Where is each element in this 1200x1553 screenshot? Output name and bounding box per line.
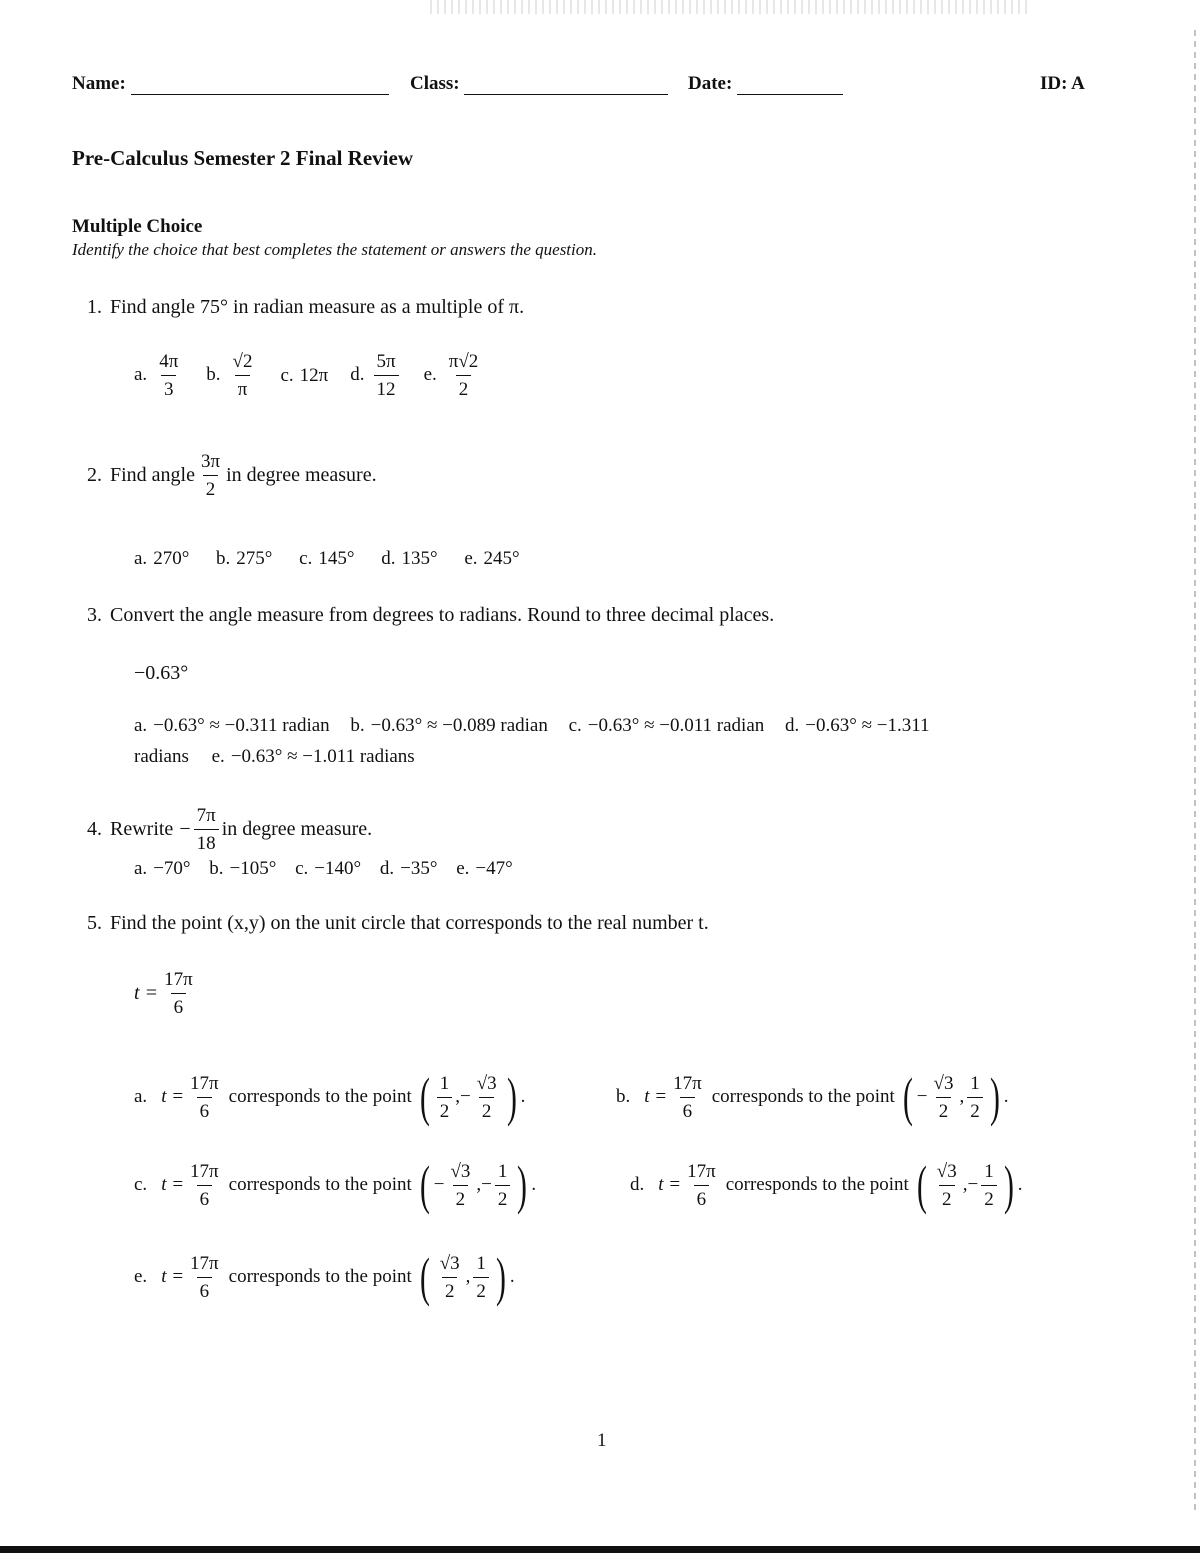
y-sign: − [459,1086,471,1107]
corresponds-text: corresponds to the point [228,1174,412,1195]
given-lhs: t = [134,982,159,1004]
question-3-options-line1 [134,715,930,737]
point-coordinates: ( $\frac{√3}{2}$ , $\frac{1}{2}$ ) [419,1247,506,1307]
question-5-given [134,970,199,1017]
option-label: c. [134,1174,148,1195]
name-blank[interactable] [131,76,389,95]
option-b[interactable]: b. $\frac{√2}{\pi}$ [206,351,253,400]
date-blank[interactable] [737,76,843,95]
question-1-options [134,352,484,399]
question-2 [72,452,377,499]
question-2-options [134,548,520,570]
option-c[interactable]: c. 145° [299,548,355,569]
question-text: Find the point (x,y) on the unit circle that corresponds to the real number t. [110,912,709,934]
t-fraction: $\frac{17\pi}{6}$ [673,1072,702,1122]
option-e[interactable]: e. −47° [456,858,513,879]
t-lhs: t = [161,1086,185,1107]
point-coordinates: ( − $\frac{√3}{2}$ , $\frac{1}{2}$ ) [902,1067,1000,1127]
option-d[interactable]: d. −35° [379,858,438,879]
option-d[interactable]: d. −0.63° ≈ −1.311 [785,715,930,736]
class-blank[interactable] [464,76,668,95]
option-c[interactable]: c. 12π [280,364,329,386]
question-text: Convert the angle measure from degrees to radians. Round to three decimal places. [110,604,775,626]
option-label: b. [616,1086,631,1107]
scan-noise-top [430,0,1030,14]
option-label: e. [134,1266,148,1287]
option-a[interactable]: a. $\frac{4\pi}{3}$ [134,351,179,400]
fraction-sign: − [179,818,191,840]
question-text-suffix: in degree measure. [226,464,377,486]
option-a[interactable]: a. −70° [134,858,191,879]
option-c[interactable]: c. −0.63° ≈ −0.011 radian [568,715,765,736]
corresponds-text: corresponds to the point [228,1266,412,1287]
scan-edge-right [1194,30,1196,1510]
date-field [688,73,843,95]
corresponds-text: corresponds to the point [725,1174,909,1195]
option-e[interactable]: e. 245° [464,548,520,569]
option-b[interactable]: b. −0.63° ≈ −0.089 radian [350,715,548,736]
question-text: Find angle 75° in radian measure as a multiple of π. [110,296,525,318]
point-coordinates: ( $\frac{√3}{2}$ , − $\frac{1}{2}$ ) [916,1155,1014,1215]
question-4-options [134,858,513,880]
question-5-option-a[interactable]: a. t = $\frac{17\pi}{6}$ corresponds to the point ( $\frac{1}{2}$ , − $\frac{√3}{2}$ ) . [134,1067,526,1127]
question-5-option-e[interactable]: e. t = $\frac{17\pi}{6}$ corresponds to the point ( $\frac{√3}{2}$ , $\frac{1}{2}$ ) . [134,1247,515,1307]
question-text-prefix: Rewrite [110,818,174,840]
class-field [410,73,668,95]
t-fraction: $\frac{17\pi}{6}$ [687,1160,716,1210]
t-fraction: $\frac{17\pi}{6}$ [190,1160,219,1210]
question-number: 4. [87,818,102,840]
corresponds-text: corresponds to the point [711,1086,895,1107]
option-d-continued: radians [134,746,189,767]
page-title: Pre-Calculus Semester 2 Final Review [72,146,413,170]
question-5-option-b[interactable]: b. t = $\frac{17\pi}{6}$ corresponds to the point ( − $\frac{√3}{2}$ , $\frac{1}{2}$ ) . [616,1067,1009,1127]
x-sign: − [916,1086,928,1107]
question-5 [72,912,709,935]
option-label: d. [630,1174,645,1195]
option-a[interactable]: a. −0.63° ≈ −0.311 radian [134,715,330,736]
option-d[interactable]: d. $\frac{5\pi}{12}$ [350,352,401,399]
question-number: 5. [87,912,102,934]
question-3-given: −0.63° [134,662,189,684]
point-coordinates: ( $\frac{1}{2}$ , − $\frac{√3}{2}$ ) [419,1067,517,1127]
t-fraction: $\frac{17\pi}{6}$ [190,1252,219,1302]
section-heading: Multiple Choice [72,216,203,237]
option-b[interactable]: b. −105° [209,858,277,879]
option-a[interactable]: a. 270° [134,548,190,569]
question-text-suffix: in degree measure. [221,818,373,840]
page-number: 1 [597,1430,607,1451]
question-3-options-line2 [134,746,415,768]
t-fraction: $\frac{17\pi}{6}$ [190,1072,219,1122]
question-3 [72,604,774,627]
question-1 [72,296,524,319]
question-4 [72,806,372,853]
option-e[interactable]: e. −0.63° ≈ −1.011 radians [211,746,415,767]
x-sign: − [433,1174,445,1195]
class-label: Class: [410,73,460,94]
section-instructions: Identify the choice that best completes the statement or answers the question. [72,240,597,259]
question-5-option-d[interactable]: d. t = $\frac{17\pi}{6}$ corresponds to the point ( $\frac{√3}{2}$ , − $\frac{1}{2}$ ) . [630,1155,1023,1215]
question-number: 2. [87,464,102,486]
t-lhs: t = [161,1266,185,1287]
date-label: Date: [688,73,733,94]
question-text-prefix: Find angle [110,464,195,486]
option-b[interactable]: b. 275° [216,548,273,569]
question-number: 3. [87,604,102,626]
scan-edge-bottom [0,1546,1200,1553]
option-c[interactable]: c. −140° [295,858,362,879]
corresponds-text: corresponds to the point [228,1086,412,1107]
name-field [72,73,389,95]
t-lhs: t = [658,1174,682,1195]
y-sign: − [481,1174,492,1195]
given-fraction: $\frac{17\pi}{6}$ [164,969,193,1018]
option-label: a. [134,1086,148,1107]
t-lhs: t = [161,1174,185,1195]
t-lhs: t = [644,1086,668,1107]
point-coordinates: ( − $\frac{√3}{2}$ , − $\frac{1}{2}$ ) [419,1155,528,1215]
question-5-option-c[interactable]: c. t = $\frac{17\pi}{6}$ corresponds to the point ( − $\frac{√3}{2}$ , − $\frac{1}{2}$ ) . [134,1155,537,1215]
test-id: ID: A [1040,73,1085,94]
option-d[interactable]: d. 135° [381,548,438,569]
angle-fraction: $\frac{7\pi}{18}$ [194,806,219,853]
angle-fraction: $\frac{3\pi}{2}$ [201,451,221,500]
question-number: 1. [87,296,102,318]
y-sign: − [967,1174,979,1195]
option-e[interactable]: e. $\frac{\pi√2}{2}$ [423,351,479,400]
name-label: Name: [72,73,126,94]
